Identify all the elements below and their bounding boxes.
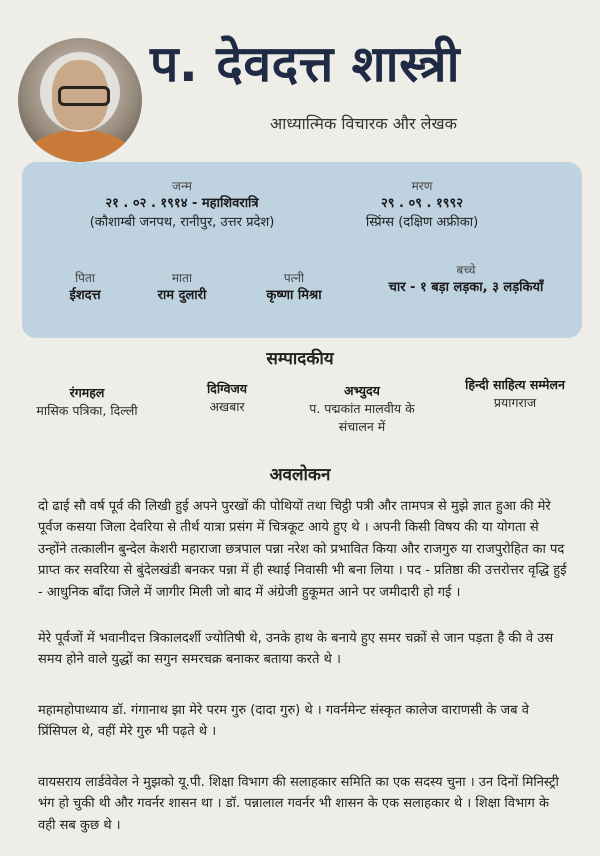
portrait-photo <box>18 38 142 162</box>
overview-heading: अवलोकन <box>269 465 331 485</box>
birth-info <box>62 178 302 233</box>
editorial-item <box>296 382 428 436</box>
father-info <box>40 270 130 306</box>
father-name: ईशदत्त <box>69 288 101 304</box>
death-info <box>322 178 522 233</box>
overview-paragraph: मेरे पूर्वजों में भवानीदत्त त्रिकालदर्शी ज्योतिषी थे, उनके हाथ के बनाये हुए समर चक्रों से जान पड़ता है की वे उस समय होने वाले युद्धों का सगुन समरचक्र बनाकर बताया करते थे । <box>38 631 554 668</box>
editorial-item-name: दिग्विजय <box>206 381 248 396</box>
page-title: प. देवदत्त शास्त्री <box>150 35 461 93</box>
editorial-item <box>22 384 152 420</box>
editorial-item-desc: प्रयागराज <box>493 395 537 411</box>
editorial-item-name: रंगमहल <box>69 385 105 400</box>
children-label: बच्चे <box>456 263 476 277</box>
info-card <box>22 162 582 338</box>
death-label: मरण <box>411 179 433 193</box>
mother-info <box>132 270 232 306</box>
birth-place: (कौशाम्बी जनपथ, रानीपुर, उत्तर प्रदेश) <box>89 215 275 231</box>
editorial-item-desc: प. पद्मकांत मालवीय के संचालन में <box>309 401 415 435</box>
children-value: चार - १ बड़ा लड़का, ३ लड़कियाँ <box>388 280 544 296</box>
birth-date: २१ . ०२ . १९१४ - महाशिवरात्रि <box>105 196 259 212</box>
children-info <box>356 262 576 298</box>
mother-name: राम दुलारी <box>157 288 207 304</box>
editorial-item-desc: अखबार <box>209 399 245 415</box>
mother-label: माता <box>171 271 193 285</box>
father-label: पिता <box>75 271 95 285</box>
wife-info <box>236 270 352 306</box>
editorial-item-desc: मासिक पत्रिका, दिल्ली <box>36 403 138 419</box>
editorial-item-name: हिन्दी साहित्य सम्मेलन <box>465 377 565 392</box>
overview-paragraph: वायसराय लार्डवेवेल ने मुझको यू.पी. शिक्षा विभाग की सलाहकार समिति का एक सदस्य चुना । उन दिनों मिनिस्ट्री भंग हो चुकी थी और गवर्नर शासन था । डॉ. पन्नालाल गवर्नर भी शासन के एक सलाहकार थे । शिक्षा विभाग के वही सब कुछ थे । <box>38 775 559 833</box>
editorial-item <box>172 380 282 416</box>
overview-paragraph: दो ढाई सौ वर्ष पूर्व की लिखी हुई अपने पुरखों की पोथियों तथा चिट्ठी पत्री और तामपत्र से मुझे ज्ञात हुआ की मेरे पूर्वज कसया जिला देवरिया से तीर्थ यात्रा प्रसंग में चित्रकूट आये हुए थे । अपनी किसी विषय की या योगता से उन्होंने तत्कालीन बुन्देल केशरी महाराजा छत्रपाल पन्ना नरेश को प्रभावित किया और राजगुरु या राजपुरोहित का पद प्राप्त कर सवरिया से बुंदेलखंडी बनकर पन्ना में ही स्थाई निवासी भी बना लिया । पद - प्रतिष्ठा की उत्तरोत्तर वृद्धि हुई - आधुनिक बाँदा जिले में जागीर मिली जो बाद में अंग्रेजी हुकूमत आने पर जमीदारी हो गई । <box>38 499 567 600</box>
editorial-heading: सम्पादकीय <box>266 349 334 369</box>
editorial-item <box>440 376 590 412</box>
wife-label: पत्नी <box>283 271 305 285</box>
wife-name: कृष्णा मिश्रा <box>266 288 322 304</box>
overview-paragraph: महामहोपाध्याय डॉ. गंगानाथ झा मेरे परम गुरु (दादा गुरु) थे । गवर्नमेन्ट संस्कृत कालेज वाराणसी के जब वे प्रिंसिपल थे, वहीं मेरे गुरु भी पढ़ते थे । <box>38 703 529 740</box>
page-subtitle: आध्यात्मिक विचारक और लेखक <box>270 114 457 133</box>
death-date: २९ . ०९ . १९९२ <box>380 196 464 212</box>
birth-label: जन्म <box>172 179 192 193</box>
death-place: स्प्रिंग्स (दक्षिण अफ्रीका) <box>365 215 479 231</box>
editorial-item-name: अभ्युदय <box>344 383 380 398</box>
